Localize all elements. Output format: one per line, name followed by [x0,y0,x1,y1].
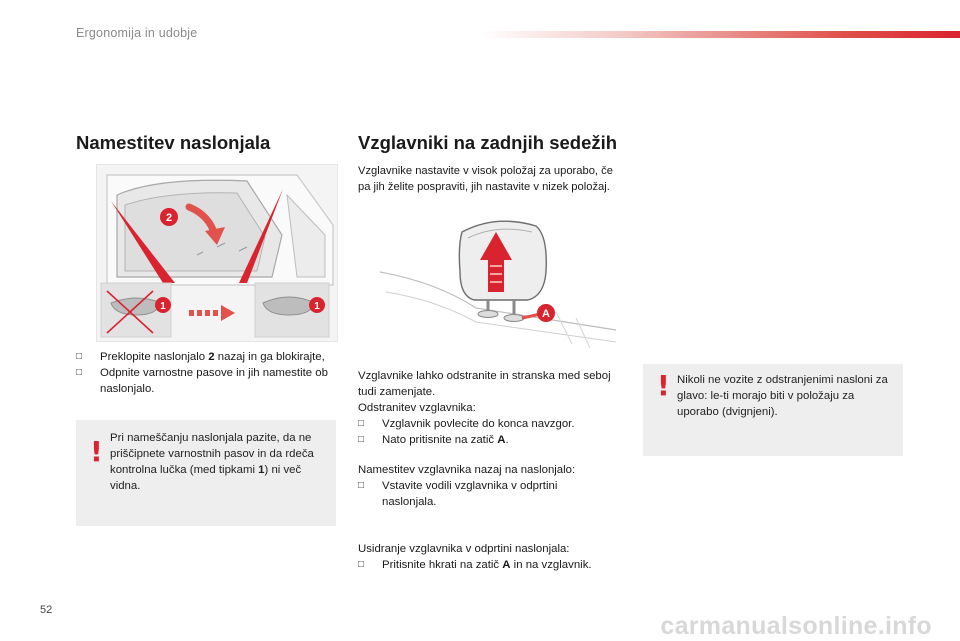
left-bullet-list [76,349,336,397]
right-warning-text: Nikoli ne vozite z odstranjenimi nasloni za glavo: le-ti morajo biti v položaju za uporabo (dvignjeni). [677,374,888,418]
right-warning-box [643,364,903,456]
marker-2: 2 [165,212,173,224]
removal-steps [358,416,614,448]
exclamation-warning-icon: ! [90,435,103,468]
marker-1-left: 1 [160,301,166,312]
list-item: □ Preklopite naslonjalo 2 nazaj in ga blokirajte, [76,351,325,363]
headrest-intro: Vzglavnike nastavite v visok položaj za uporabo, če pa jih želite pospraviti, jih nastavite v nizek položaj. [358,165,613,193]
removal-intro-2: Odstranitev vzglavnika: [358,402,476,414]
right-section-title: Vzglavniki na zadnjih sedežih [358,132,618,153]
left-warning-text: Pri nameščanju naslonjala pazite, da ne priščipnete varnostnih pasov in da rdeča kontrolna lučka (med tipkami 1) ni več vidna. [110,432,314,492]
exclamation-warning-icon: ! [657,369,670,402]
checkbox-bullet-icon: □ [76,367,83,378]
refit-steps [358,478,598,510]
list-item: □ Vstavite vodili vzglavnika v odprtini naslonjala. [358,480,558,508]
checkbox-bullet-icon: □ [358,480,365,491]
headrest-illustration [376,212,624,358]
checkbox-bullet-icon: □ [358,418,365,429]
left-section-title: Namestitev naslonjala [76,132,271,153]
headrest-figure [376,212,624,358]
marker-a: A [542,308,550,320]
list-item: □ Pritisnite hkrati na zatič A in na vzglavnik. [358,559,592,571]
page-number: 52 [40,604,53,616]
anchor-steps [358,557,628,573]
refit-intro: Namestitev vzglavnika nazaj na naslonjalo: [358,464,576,476]
list-item: □ Nato pritisnite na zatič A. [358,434,509,446]
section-title: Ergonomija in udobje [76,26,198,40]
marker-1-right: 1 [314,301,320,312]
anchor-intro: Usidranje vzglavnika v odprtini naslonjala: [358,543,570,555]
checkbox-bullet-icon: □ [76,351,83,362]
list-item: □ Odpnite varnostne pasove in jih namestite ob naslonjalo. [76,367,328,395]
left-warning-box [76,420,336,526]
seatback-figure [96,164,338,342]
removal-intro-1: Vzglavnike lahko odstranite in stranska med seboj tudi zamenjate. [358,370,611,398]
seatback-illustration [97,165,337,341]
list-item: □ Vzglavnik povlecite do konca navzgor. [358,418,575,430]
header-accent-bar [480,31,960,38]
checkbox-bullet-icon: □ [358,559,365,570]
checkbox-bullet-icon: □ [358,434,365,445]
watermark: carmanualsonline.info [660,612,932,640]
